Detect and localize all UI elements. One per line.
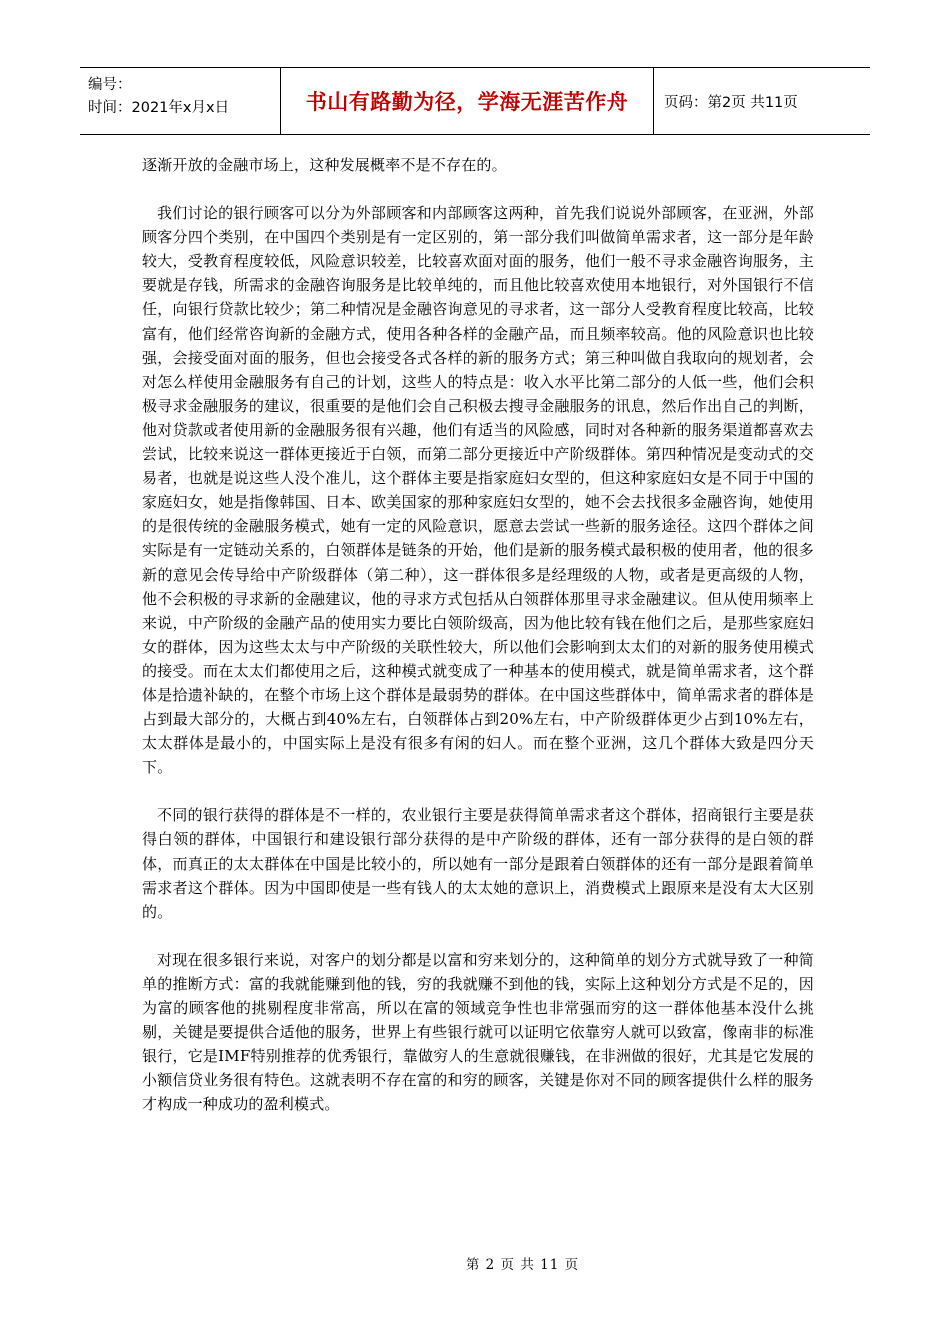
paragraph-1: 逐渐开放的金融市场上，这种发展概率不是不存在的。 <box>142 156 507 174</box>
page-footer-text: 第 2 页 共 11 页 <box>465 1257 580 1273</box>
page-footer <box>0 1253 950 1273</box>
header-page-info: 页码：第2页 共11页 <box>664 94 798 111</box>
header-number-label: 编号： <box>88 77 132 93</box>
document-body <box>142 153 814 1116</box>
paragraph-4: 对现在很多银行来说，对客户的划分都是以富和穷来划分的，这种简单的划分方式就导致了一种简单的推断方式：富的我就能赚到他的钱，穷的我就赚不到他的钱，实际上这种划分方式是不足的，因为富的顾客他的挑剔程度非常高，所以在富的领域竞争性也非常强而穷的这一群体他基本没什么挑剔，关键是要提供合适他的服务，世界上有些银行就可以证明它依靠穷人就可以致富，像南非的标准银行，它是IMF特别推荐的优秀银行，靠做穷人的生意就很赚钱，在非洲做的很好，尤其是它发展的小额信贷业务很有特色。这就表明不存在富的和穷的顾客，关键是你对不同的顾客提供什么样的服务才构成一种成功的盈利模式。 <box>142 950 814 1114</box>
paragraph-3: 不同的银行获得的群体是不一样的，农业银行主要是获得简单需求者这个群体，招商银行主要是获得白领的群体，中国银行和建设银行部分获得的是中产阶级的群体，还有一部分获得的是白领的群体，而真正的太太群体在中国是比较小的，所以她有一部分是跟着白领群体的还有一部分是跟着简单需求者这个群体。因为中国即使是一些有钱人的太太她的意识上，消费模式上跟原来是没有太大区别的。 <box>142 806 814 921</box>
header-meta <box>80 68 281 134</box>
paragraph-2: 我们讨论的银行顾客可以分为外部顾客和内部顾客这两种，首先我们说说外部顾客，在亚洲，外部顾客分四个类别，在中国四个类别是有一定区别的，第一部分我们叫做简单需求者，这一部分是年龄较大，受教育程度较低，风险意识较差，比较喜欢面对面的服务，他们一般不寻求金融咨询服务，主要就是存钱，所需求的金融咨询服务是比较单纯的，而且他比较喜欢使用本地银行，对外国银行不信任，向银行贷款比较少；第二种情况是金融咨询意见的寻求者，这一部分人受教育程度比较高，比较富有，他们经常咨询新的金融方式，使用各种各样的金融产品，而且频率较高。他的风险意识也比较强，会接受面对面的服务，但也会接受各式各样的新的服务方式；第三种叫做自我取向的规划者，会对怎么样使用金融服务有自己的计划，这些人的特点是：收入水平比第二部分的人低一些，他们会积极寻求金融服务的建议，很重要的是他们会自己积极去搜寻金融服务的讯息，然后作出自己的判断，他对贷款或者使用新的金融服务很有兴趣，他们有适当的风险感，同时对各种新的服务渠道都喜欢去尝试，比较来说这一群体更接近于白领，而第二部分更接近中产阶级群体。第四种情况是变动式的交易者，也就是说这些人没个准儿，这个群体主要是指家庭妇女型的，但这种家庭妇女是不同于中国的家庭妇女，她是指像韩国、日本、欧美国家的那种家庭妇女型的，她不会去找很多金融咨询，她使用的是很传统的金融服务模式，她有一定的风险意识，愿意去尝试一些新的服务途径。这四个群体之间实际是有一定链动关系的，白领群体是链条的开始，他们是新的服务模式最积极的使用者，他的很多新的意见会传导给中产阶级群体（第二种），这一群体很多是经理级的人物，或者是更高级的人物，他不会积极的寻求新的金融建议，他的寻求方式包括从白领群体那里寻求金融建议。但从使用频率上来说，中产阶级的金融产品的使用实力要比白领阶级高，因为他比较有钱在他们之后，是那些家庭妇女的群体，因为这些太太与中产阶级的关联性较大，所以他们会影响到太太们的对新的服务使用模式的接受。而在太太们都使用之后，这种模式就变成了一种基本的使用模式，就是简单需求者，这个群体是拾遗补缺的，在整个市场上这个群体是最弱势的群体。在中国这些群体中，简单需求者的群体是占到最大部分的，大概占到40%左右，白领群体占到20%左右，中产阶级群体更少占到10%左右，太太群体是最小的，中国实际上是没有很多有闲的妇人。而在整个亚洲，这几个群体大致是四分天下。 <box>142 204 814 777</box>
header-motto: 书山有路勤为径，学海无涯苦作舟 <box>281 68 654 134</box>
page-header <box>80 67 870 135</box>
header-time-label: 时间：2021年x月x日 <box>88 100 230 116</box>
